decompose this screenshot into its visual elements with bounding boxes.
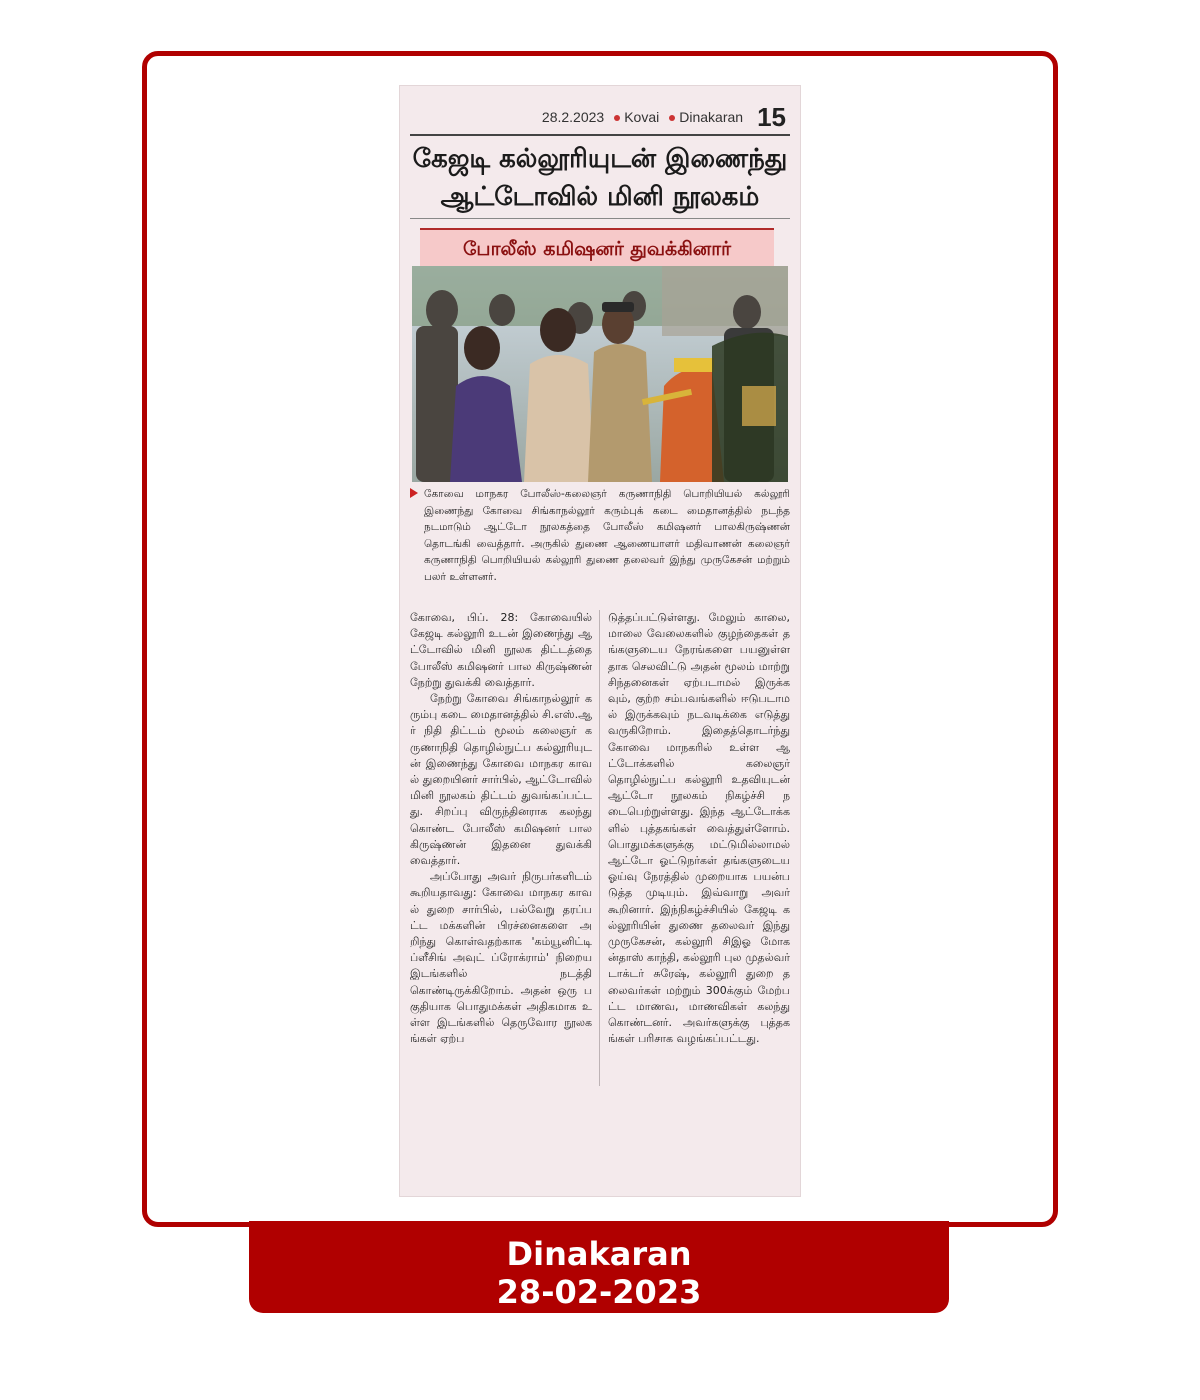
headline-line-1: கேஜடி கல்லூரியுடன் இணைந்து bbox=[412, 144, 788, 174]
article-paragraph: அப்போது அவர் நிருபர்களிடம் கூறியதாவது: கோவை மாநகர காவல் துறை சார்பில், பல்வேறு தரப்பட்ட மக்களின் பிரச்னைகளை அறிந்து கொள்வதற்காக 'கம்யூனிட்டி ப்ளீசிங் அவுட் ப்ரோக்ராம்' நிறைய இடங்களில் நடத்தி கொண்டிருக்கிறோம். அதன் ஒரு பகுதியாக பொதுமக்கள் அதிகமாக உள்ள இடங்களில் தெருவோர நூலகங்கள் ஏற்ப bbox=[410, 870, 592, 1046]
publication-name: Dinakaran bbox=[506, 1235, 692, 1273]
masthead-paper: Dinakaran bbox=[669, 109, 743, 125]
masthead-date: 28.2.2023 bbox=[541, 109, 605, 125]
bullet-icon bbox=[614, 115, 620, 121]
article-paragraph: நேற்று கோவை சிங்காநல்லூர் கரும்பு கடை மைதானத்தில் சி.எஸ்.ஆர் நிதி திட்டம் மூலம் கலைஞர் கருணாநிதி தொழில்நுட்ப கல்லூரியுடன் இணைந்து கோவை மாநகர காவல் துறையினர் சார்பில், ஆட்டோவில் மினி நூலகம் திட்டம் துவங்கப்பட்டது. சிறப்பு விருந்தினராக கலந்து கொண்ட போலீஸ் கமிஷனர் பாலகிருஷ்ணன் இதனை துவக்கி வைத்தார். bbox=[410, 692, 592, 868]
masthead bbox=[400, 100, 786, 134]
headline-line-2: ஆட்டோவில் மினி நூலகம் bbox=[440, 182, 760, 212]
article-paragraph: டுத்தப்பட்டுள்ளது. மேலும் காலை, மாலை வேலைகளில் குழந்தைகள் தங்களுடைய நேரங்களை பயனுள்ளதாக செலவிட்டு அதன் மூலம் மாற்று சிந்தனைகள் ஏற்படாமல் இருக்கவும், குற்ற சம்பவங்களில் ஈடுபடாமல் இருக்கவும் நடவடிக்கை எடுத்து வருகிறோம். இதைத்தொடர்ந்து கோவை மாநகரில் உள்ள ஆட்டோக்களில் கலைஞர் தொழில்நுட்ப கல்லூரி உதவியுடன் ஆட்டோ நூலகம் நிகழ்ச்சி நடைபெற்றுள்ளது. இந்த ஆட்டோக்களில் புத்தகங்கள் வைத்துள்ளோம். பொதுமக்களுக்கு மட்டுமில்லாமல் ஆட்டோ ஓட்டுநர்கள் தங்களுடைய ஓய்வு நேரத்தில் முறையாக பயன்படுத்த முடியும். இவ்வாறு அவர் கூறினார். இந்நிகழ்ச்சியில் கேஜடி கல்லூரியின் துணை தலைவர் இந்து முருகேசன், கல்லூரி சிஇஓ மோகன்தாஸ் காந்தி, கல்லூரி புல முதல்வர் டாக்டர் சுரேஷ், கல்லூரி துறை தலைவர்கள் மற்றும் 300க்கும் மேற்பட்ட மாணவ, மாணவிகள் கலந்து கொண்டனர். அவர்களுக்கு புத்தகங்கள் பரிசாக வழங்கப்பட்டது. bbox=[608, 611, 790, 1046]
masthead-rule bbox=[410, 134, 790, 136]
caption-arrow-icon bbox=[410, 488, 418, 498]
subheadline: போலீஸ் கமிஷனர் துவக்கினார் bbox=[420, 228, 774, 270]
headline-rule bbox=[410, 218, 790, 219]
news-photo bbox=[412, 266, 788, 482]
article-paragraph: கோவை, பிப். 28: கோவையில் கேஜடி கல்லூரி உடன் இணைந்து ஆட்டோவில் மினி நூலக திட்டத்தை போலீஸ் கமிஷனர் பால கிருஷ்ணன் நேற்று துவக்கி வைத்தார். bbox=[410, 611, 592, 689]
masthead-edition: Kovai bbox=[614, 109, 659, 125]
page-number: 15 bbox=[757, 101, 786, 132]
footer-banner bbox=[249, 1221, 949, 1313]
article-column-2 bbox=[608, 610, 790, 1090]
bullet-icon bbox=[669, 115, 675, 121]
article-column-1 bbox=[410, 610, 592, 1090]
photo-caption: கோவை மாநகர போலீஸ்-கலைஞர் கருணாநிதி பொறியியல் கல்லூரி இணைந்து கோவை சிங்காநல்லூர் கரும்புக் கடை மைதானத்தில் நடந்த நடமாடும் ஆட்டோ நூலகத்தை போலீஸ் கமிஷனர் பாலகிருஷ்ணன் தொடங்கி வைத்தார். அருகில் துணை ஆணையாளர் மதிவாணன் கலைஞர் கருணாநிதி பொறியியல் கல்லூரி துணை தலைவர் இந்து முருகேசன் மற்றும் பலர் உள்ளனர். bbox=[410, 486, 790, 602]
publication-date: 28-02-2023 bbox=[496, 1273, 702, 1311]
headline bbox=[410, 140, 790, 216]
column-divider bbox=[599, 610, 600, 1086]
newspaper-clipping bbox=[400, 86, 800, 1196]
